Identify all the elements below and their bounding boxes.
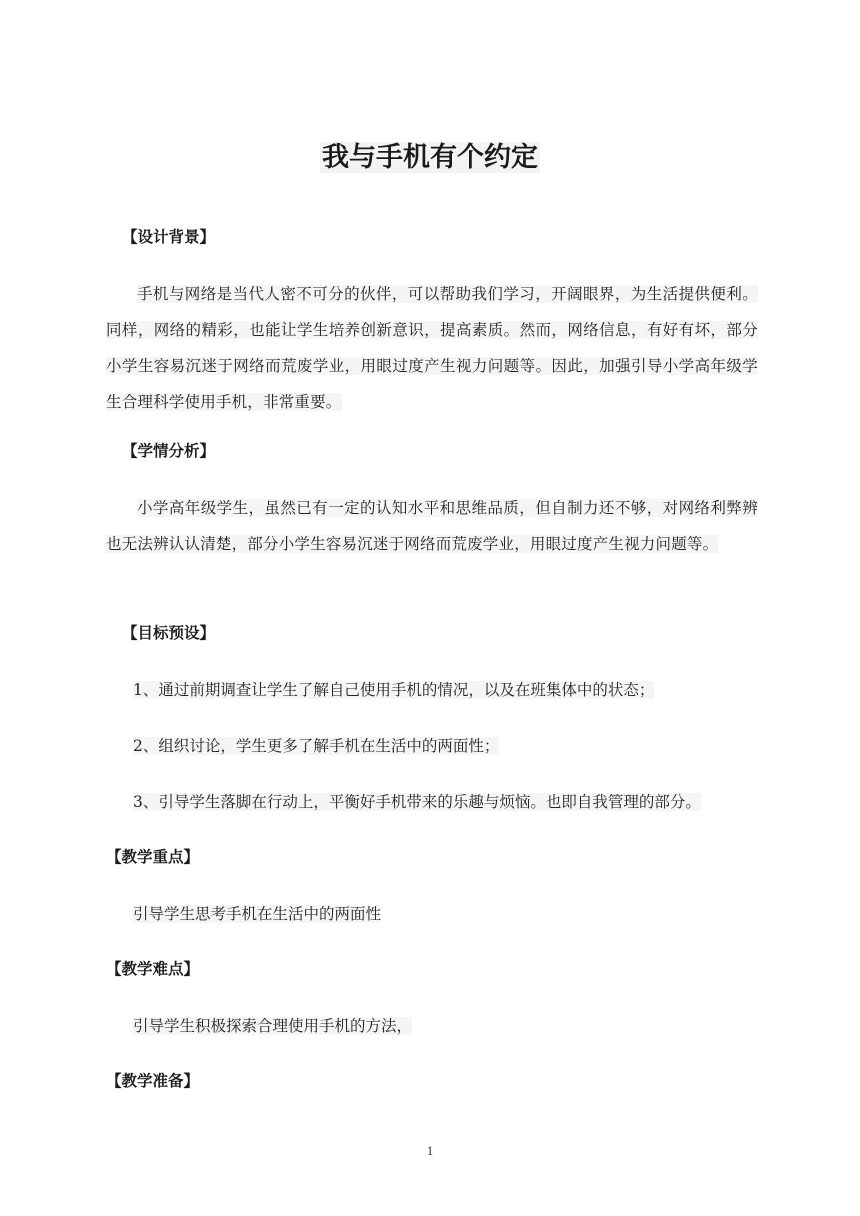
page-number: 1	[426, 1143, 434, 1158]
difficulty-text	[133, 1014, 412, 1038]
section-heading-goals: 【目标预设】	[122, 624, 216, 642]
section-heading-key-point: 【教学重点】	[106, 848, 200, 866]
section-paragraph-background	[106, 276, 758, 420]
goal-item-text: 3、引导学生落脚在行动上，平衡好手机带来的乐趣与烦恼。也即自我管理的部分。	[133, 793, 701, 811]
paragraph-text: 小学高年级学生，虽然已有一定的认知水平和思维品质，但自制力还不够，对网络利弊辨也无法辨认认清楚，部分小学生容易沉迷于网络而荒废学业，用眼过度产生视力问题等。	[106, 499, 758, 553]
goal-item-1	[133, 678, 654, 702]
document-title	[0, 138, 860, 178]
difficulty-text-content: 引导学生积极探索合理使用手机的方法，	[133, 1017, 413, 1035]
key-point-text	[133, 902, 381, 926]
section-heading-difficulty: 【教学难点】	[106, 960, 200, 978]
goal-item-text: 1、通过前期调查让学生了解自己使用手机的情况，以及在班集体中的状态；	[133, 681, 655, 699]
goal-item-text: 2、组织讨论，学生更多了解手机在生活中的两面性；	[133, 737, 500, 755]
goal-item-2	[133, 734, 499, 758]
key-point-text-content: 引导学生思考手机在生活中的两面性	[133, 905, 382, 923]
section-heading-preparation: 【教学准备】	[106, 1072, 200, 1090]
goal-item-3	[133, 790, 701, 814]
section-paragraph-analysis	[106, 490, 758, 562]
document-title-text: 我与手机有个约定	[322, 142, 538, 173]
paragraph-text: 手机与网络是当代人密不可分的伙伴，可以帮助我们学习，开阔眼界，为生活提供便利。同样，网络的精彩，也能让学生培养创新意识，提高素质。然而，网络信息，有好有坏，部分小学生容易沉迷于网络而荒废学业，用眼过度产生视力问题等。因此，加强引导小学高年级学生合理科学使用手机，非常重要。	[106, 285, 758, 411]
section-heading-analysis: 【学情分析】	[122, 442, 216, 460]
section-heading-background: 【设计背景】	[122, 228, 216, 246]
